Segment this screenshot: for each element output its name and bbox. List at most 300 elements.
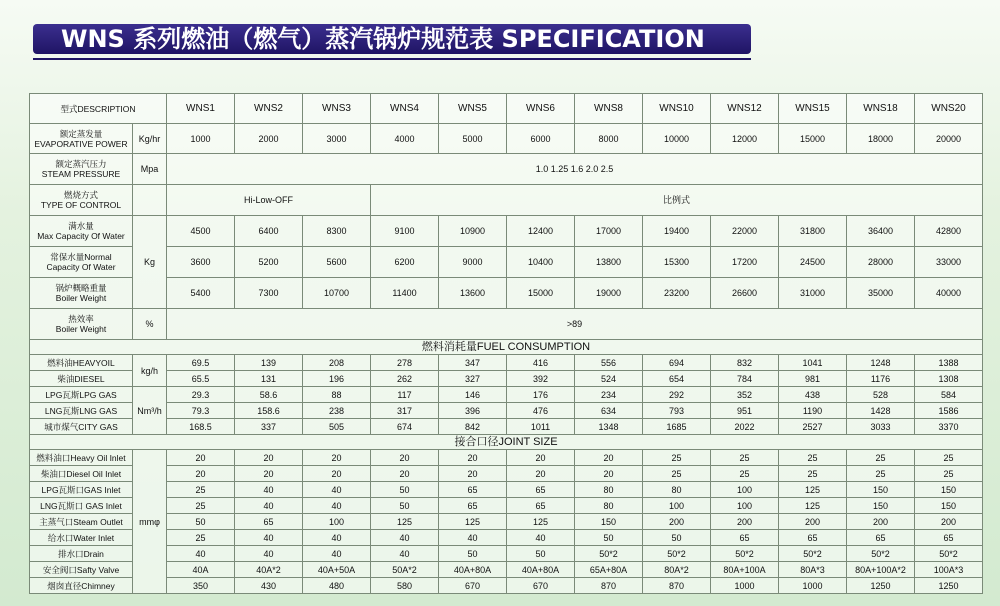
value-cell: 100A*3 — [915, 562, 983, 578]
value-cell: 40 — [507, 530, 575, 546]
value-cell: 80A*2 — [643, 562, 711, 578]
value-cell: 50*2 — [847, 546, 915, 562]
value-cell: 25 — [779, 466, 847, 482]
value-cell: 42800 — [915, 216, 983, 247]
title-underline — [33, 58, 751, 60]
value-cell: 80 — [575, 482, 643, 498]
value-cell: 50 — [507, 546, 575, 562]
value-cell: 2022 — [711, 419, 779, 435]
joint-row — [30, 514, 983, 530]
value-cell: 6400 — [235, 216, 303, 247]
value-cell: 50*2 — [779, 546, 847, 562]
fuel-row — [30, 419, 983, 435]
value-cell: 40 — [235, 498, 303, 514]
value-cell: 80A+100A — [711, 562, 779, 578]
value-cell: 505 — [303, 419, 371, 435]
row-label: 给水口Water Inlet — [30, 530, 133, 546]
row-label: 燃料油HEAVYOIL — [30, 355, 133, 371]
value-cell: 25 — [915, 450, 983, 466]
value-cell: 176 — [507, 387, 575, 403]
value-cell: 40 — [235, 530, 303, 546]
row-label: 柴油口Diesel Oil Inlet — [30, 466, 133, 482]
value-cell: 347 — [439, 355, 507, 371]
value-cell: 139 — [235, 355, 303, 371]
value-cell: 65 — [235, 514, 303, 530]
value-cell: 20 — [303, 466, 371, 482]
control-value-b: 比例式 — [371, 185, 983, 216]
value-cell: 25 — [711, 466, 779, 482]
value-cell: 350 — [167, 578, 235, 594]
value-cell: 12000 — [711, 124, 779, 154]
value-cell: 20 — [507, 466, 575, 482]
value-cell: 65 — [507, 482, 575, 498]
value-cell: 25 — [847, 450, 915, 466]
value-cell: 1348 — [575, 419, 643, 435]
value-cell: 200 — [847, 514, 915, 530]
value-cell: 100 — [711, 482, 779, 498]
value-cell: 292 — [643, 387, 711, 403]
value-cell: 784 — [711, 371, 779, 387]
value-cell: 35000 — [847, 278, 915, 309]
value-cell: 13600 — [439, 278, 507, 309]
label-line: 锅炉概略重量 — [55, 283, 107, 293]
page-title: WNS 系列燃油（燃气）蒸汽锅炉规范表 SPECIFICATION — [61, 25, 705, 53]
value-cell: 262 — [371, 371, 439, 387]
control-value-a: Hi-Low-OFF — [167, 185, 371, 216]
value-cell: 65 — [847, 530, 915, 546]
unit-cell: Kg — [133, 216, 167, 309]
value-cell: 1250 — [847, 578, 915, 594]
value-cell: 3600 — [167, 247, 235, 278]
value-cell: 4500 — [167, 216, 235, 247]
value-cell: 40 — [371, 530, 439, 546]
value-cell: 1428 — [847, 403, 915, 419]
joint-row — [30, 530, 983, 546]
value-cell: 25 — [915, 466, 983, 482]
value-cell: 480 — [303, 578, 371, 594]
value-cell: 33000 — [915, 247, 983, 278]
value-cell: 65 — [439, 498, 507, 514]
value-cell: 1586 — [915, 403, 983, 419]
value-cell: 150 — [915, 482, 983, 498]
value-cell: 670 — [439, 578, 507, 594]
value-cell: 20000 — [915, 124, 983, 154]
section-title: 接合口径JOINT SIZE — [30, 435, 983, 450]
value-cell: 327 — [439, 371, 507, 387]
value-cell: 11400 — [371, 278, 439, 309]
joint-row — [30, 578, 983, 594]
value-cell: 150 — [847, 482, 915, 498]
value-cell: 396 — [439, 403, 507, 419]
value-cell: 584 — [915, 387, 983, 403]
value-cell: 19400 — [643, 216, 711, 247]
value-cell: 100 — [711, 498, 779, 514]
row-label: LNG瓦斯LNG GAS — [30, 403, 133, 419]
value-cell: 832 — [711, 355, 779, 371]
label-line: Boiler Weight — [55, 324, 107, 334]
value-cell: 10000 — [643, 124, 711, 154]
value-cell: 40000 — [915, 278, 983, 309]
value-cell: 528 — [847, 387, 915, 403]
value-cell: 158.6 — [235, 403, 303, 419]
value-cell: 40A+80A — [439, 562, 507, 578]
model-header: WNS5 — [439, 94, 507, 124]
value-cell: 65 — [439, 482, 507, 498]
value-cell: 31000 — [779, 278, 847, 309]
value-cell: 2527 — [779, 419, 847, 435]
joint-row — [30, 546, 983, 562]
value-cell: 20 — [371, 466, 439, 482]
label-line: 额定蒸发量 — [59, 128, 103, 139]
value-cell: 2000 — [235, 124, 303, 154]
value-cell: 1011 — [507, 419, 575, 435]
value-cell: 416 — [507, 355, 575, 371]
value-cell: 20 — [167, 450, 235, 466]
value-cell: 79.3 — [167, 403, 235, 419]
value-cell: 200 — [779, 514, 847, 530]
value-cell: 674 — [371, 419, 439, 435]
value-cell: 10700 — [303, 278, 371, 309]
row-label — [30, 309, 133, 340]
value-cell: 842 — [439, 419, 507, 435]
value-cell: 5400 — [167, 278, 235, 309]
value-cell: 1388 — [915, 355, 983, 371]
value-cell: 1685 — [643, 419, 711, 435]
label-line: Capacity Of Water — [46, 262, 116, 272]
value-cell: 4000 — [371, 124, 439, 154]
row-label: 排水口Drain — [30, 546, 133, 562]
value-cell: 80A+100A*2 — [847, 562, 915, 578]
row-label: LPG瓦斯口GAS Inlet — [30, 482, 133, 498]
model-header: WNS1 — [167, 94, 235, 124]
row-label: 柴油DIESEL — [30, 371, 133, 387]
value-cell: 5200 — [235, 247, 303, 278]
value-cell: 694 — [643, 355, 711, 371]
value-cell: 10900 — [439, 216, 507, 247]
value-cell: 25 — [643, 450, 711, 466]
value-cell: 1000 — [167, 124, 235, 154]
value-cell: 15000 — [779, 124, 847, 154]
value-cell: 25 — [779, 450, 847, 466]
value-cell: 17000 — [575, 216, 643, 247]
value-cell: 58.6 — [235, 387, 303, 403]
value-cell: 13800 — [575, 247, 643, 278]
model-header: WNS8 — [575, 94, 643, 124]
value-cell: 31800 — [779, 216, 847, 247]
value-cell: 1250 — [915, 578, 983, 594]
header-row — [30, 94, 983, 124]
value-cell: 20 — [507, 450, 575, 466]
value-cell: 196 — [303, 371, 371, 387]
value-cell: 5000 — [439, 124, 507, 154]
value-cell: 6000 — [507, 124, 575, 154]
value-cell: 9000 — [439, 247, 507, 278]
joint-section-row — [30, 435, 983, 450]
value-cell: 150 — [575, 514, 643, 530]
value-cell: 556 — [575, 355, 643, 371]
value-cell: 20 — [371, 450, 439, 466]
value-cell: 125 — [371, 514, 439, 530]
value-cell: 870 — [643, 578, 711, 594]
value-cell: 19000 — [575, 278, 643, 309]
value-cell: 1041 — [779, 355, 847, 371]
label-line: EVAPORATIVE POWER — [34, 138, 128, 149]
value-cell: 50*2 — [643, 546, 711, 562]
value-cell: 430 — [235, 578, 303, 594]
value-cell: 238 — [303, 403, 371, 419]
fuel-row — [30, 355, 983, 371]
value-cell: 69.5 — [167, 355, 235, 371]
value-cell: 65 — [711, 530, 779, 546]
value-cell: 131 — [235, 371, 303, 387]
value-cell: 25 — [643, 466, 711, 482]
value-cell: 200 — [915, 514, 983, 530]
value-cell: 20 — [439, 466, 507, 482]
value-cell: 3000 — [303, 124, 371, 154]
value-cell: 17200 — [711, 247, 779, 278]
value-cell: 50 — [371, 482, 439, 498]
value-cell: 392 — [507, 371, 575, 387]
value-cell: 1248 — [847, 355, 915, 371]
value-cell: 146 — [439, 387, 507, 403]
value-cell: 524 — [575, 371, 643, 387]
value-cell: 80 — [643, 482, 711, 498]
value-cell: 40 — [303, 482, 371, 498]
value-cell: 634 — [575, 403, 643, 419]
value-cell: 117 — [371, 387, 439, 403]
value-cell: 25 — [167, 498, 235, 514]
model-header: WNS4 — [371, 94, 439, 124]
value-cell: 20 — [575, 466, 643, 482]
value-cell: 7300 — [235, 278, 303, 309]
model-header: WNS12 — [711, 94, 779, 124]
efficiency-row — [30, 309, 983, 340]
value-cell: 65.5 — [167, 371, 235, 387]
model-header: WNS2 — [235, 94, 303, 124]
value-cell: 65 — [507, 498, 575, 514]
value-cell: 18000 — [847, 124, 915, 154]
unit-cell: mmφ — [133, 450, 167, 594]
row-label: 燃料油口Heavy Oil Inlet — [30, 450, 133, 466]
value-cell: 15000 — [507, 278, 575, 309]
value-cell: 125 — [507, 514, 575, 530]
value-cell: 438 — [779, 387, 847, 403]
control-row — [30, 185, 983, 216]
value-cell: 168.5 — [167, 419, 235, 435]
value-cell: 50 — [167, 514, 235, 530]
joint-row — [30, 482, 983, 498]
value-cell: 26600 — [711, 278, 779, 309]
value-cell: 23200 — [643, 278, 711, 309]
value-cell: 1000 — [711, 578, 779, 594]
label-line: 常保水量Normal — [50, 252, 112, 262]
value-cell: 1176 — [847, 371, 915, 387]
row-label — [30, 124, 133, 154]
value-cell: 951 — [711, 403, 779, 419]
value-cell: 40 — [235, 546, 303, 562]
value-cell: 20 — [235, 466, 303, 482]
value-cell: 150 — [915, 498, 983, 514]
value-cell: 28000 — [847, 247, 915, 278]
value-cell: 50*2 — [915, 546, 983, 562]
value-cell: 1000 — [779, 578, 847, 594]
value-cell: 6200 — [371, 247, 439, 278]
value-cell: 670 — [507, 578, 575, 594]
label-line: Max Capacity Of Water — [37, 231, 125, 241]
model-header: WNS15 — [779, 94, 847, 124]
value-cell: 80 — [575, 498, 643, 514]
value-cell: 29.3 — [167, 387, 235, 403]
value-cell: 8000 — [575, 124, 643, 154]
unit-cell — [133, 185, 167, 216]
value-cell: 125 — [439, 514, 507, 530]
value-cell: 36400 — [847, 216, 915, 247]
value-cell: 25 — [167, 530, 235, 546]
row-label — [30, 247, 133, 278]
page-title-banner — [33, 24, 751, 54]
row-label: LNG瓦斯口 GAS Inlet — [30, 498, 133, 514]
row-label: 城市煤气CITY GAS — [30, 419, 133, 435]
value-cell: 40 — [439, 530, 507, 546]
row-label — [30, 216, 133, 247]
value-cell: 40A+50A — [303, 562, 371, 578]
fuel-row — [30, 371, 983, 387]
fuel-row — [30, 387, 983, 403]
value-cell: 10400 — [507, 247, 575, 278]
max-capacity-row — [30, 216, 983, 247]
value-cell: 870 — [575, 578, 643, 594]
row-label: 主蒸气口Steam Outlet — [30, 514, 133, 530]
value-cell: 40 — [235, 482, 303, 498]
value-cell: 20 — [235, 450, 303, 466]
value-cell: 5600 — [303, 247, 371, 278]
pressure-value: 1.0 1.25 1.6 2.0 2.5 — [167, 154, 983, 185]
label-line: TYPE OF CONTROL — [40, 200, 122, 210]
value-cell: 580 — [371, 578, 439, 594]
value-cell: 200 — [711, 514, 779, 530]
value-cell: 20 — [167, 466, 235, 482]
value-cell: 88 — [303, 387, 371, 403]
unit-cell: Kg/hr — [133, 124, 167, 154]
row-label — [30, 185, 133, 216]
value-cell: 40A+80A — [507, 562, 575, 578]
value-cell: 234 — [575, 387, 643, 403]
value-cell: 476 — [507, 403, 575, 419]
unit-cell: Mpa — [133, 154, 167, 185]
value-cell: 65 — [915, 530, 983, 546]
model-header: WNS10 — [643, 94, 711, 124]
value-cell: 208 — [303, 355, 371, 371]
value-cell: 20 — [575, 450, 643, 466]
label-line: STEAM PRESSURE — [41, 169, 121, 179]
label-line: Boiler Weight — [55, 293, 107, 303]
value-cell: 3033 — [847, 419, 915, 435]
row-label: 安全阀口Safty Valve — [30, 562, 133, 578]
value-cell: 654 — [643, 371, 711, 387]
label-line: 热效率 — [68, 314, 94, 324]
value-cell: 50A*2 — [371, 562, 439, 578]
joint-row — [30, 450, 983, 466]
section-title: 燃料消耗量FUEL CONSUMPTION — [30, 340, 983, 355]
value-cell: 317 — [371, 403, 439, 419]
label-line: 满水量 — [68, 221, 94, 231]
row-label: LPG瓦斯LPG GAS — [30, 387, 133, 403]
value-cell: 40 — [303, 546, 371, 562]
description-header: 型式DESCRIPTION — [30, 94, 167, 124]
value-cell: 40A — [167, 562, 235, 578]
value-cell: 793 — [643, 403, 711, 419]
value-cell: 981 — [779, 371, 847, 387]
unit-cell: kg/h — [133, 355, 167, 387]
value-cell: 15300 — [643, 247, 711, 278]
value-cell: 278 — [371, 355, 439, 371]
joint-row — [30, 498, 983, 514]
value-cell: 125 — [779, 482, 847, 498]
row-label — [30, 154, 133, 185]
value-cell: 65A+80A — [575, 562, 643, 578]
model-header: WNS6 — [507, 94, 575, 124]
model-header: WNS18 — [847, 94, 915, 124]
value-cell: 40 — [303, 498, 371, 514]
value-cell: 40 — [167, 546, 235, 562]
row-label — [30, 278, 133, 309]
value-cell: 40 — [371, 546, 439, 562]
value-cell: 50 — [575, 530, 643, 546]
value-cell: 337 — [235, 419, 303, 435]
value-cell: 80A*3 — [779, 562, 847, 578]
unit-cell: Nm³/h — [133, 387, 167, 435]
value-cell: 20 — [439, 450, 507, 466]
value-cell: 100 — [643, 498, 711, 514]
joint-row — [30, 466, 983, 482]
value-cell: 40A*2 — [235, 562, 303, 578]
pressure-row — [30, 154, 983, 185]
model-header: WNS20 — [915, 94, 983, 124]
value-cell: 40 — [303, 530, 371, 546]
value-cell: 50*2 — [575, 546, 643, 562]
value-cell: 200 — [643, 514, 711, 530]
row-label: 烟囱直径Chimney — [30, 578, 133, 594]
value-cell: 25 — [847, 466, 915, 482]
value-cell: 22000 — [711, 216, 779, 247]
value-cell: 125 — [779, 498, 847, 514]
value-cell: 20 — [303, 450, 371, 466]
value-cell: 3370 — [915, 419, 983, 435]
value-cell: 150 — [847, 498, 915, 514]
value-cell: 25 — [167, 482, 235, 498]
value-cell: 65 — [779, 530, 847, 546]
value-cell: 50*2 — [711, 546, 779, 562]
value-cell: 9100 — [371, 216, 439, 247]
value-cell: 100 — [303, 514, 371, 530]
value-cell: 1308 — [915, 371, 983, 387]
value-cell: 50 — [371, 498, 439, 514]
evaporative-row — [30, 124, 983, 154]
joint-row — [30, 562, 983, 578]
label-line: 燃烧方式 — [63, 190, 98, 200]
specification-table — [29, 93, 983, 594]
label-line: 额定蒸汽压力 — [55, 159, 107, 169]
boiler-weight-row — [30, 278, 983, 309]
efficiency-value: >89 — [167, 309, 983, 340]
value-cell: 50 — [439, 546, 507, 562]
unit-cell: % — [133, 309, 167, 340]
model-header: WNS3 — [303, 94, 371, 124]
value-cell: 24500 — [779, 247, 847, 278]
normal-capacity-row — [30, 247, 983, 278]
fuel-row — [30, 403, 983, 419]
value-cell: 352 — [711, 387, 779, 403]
